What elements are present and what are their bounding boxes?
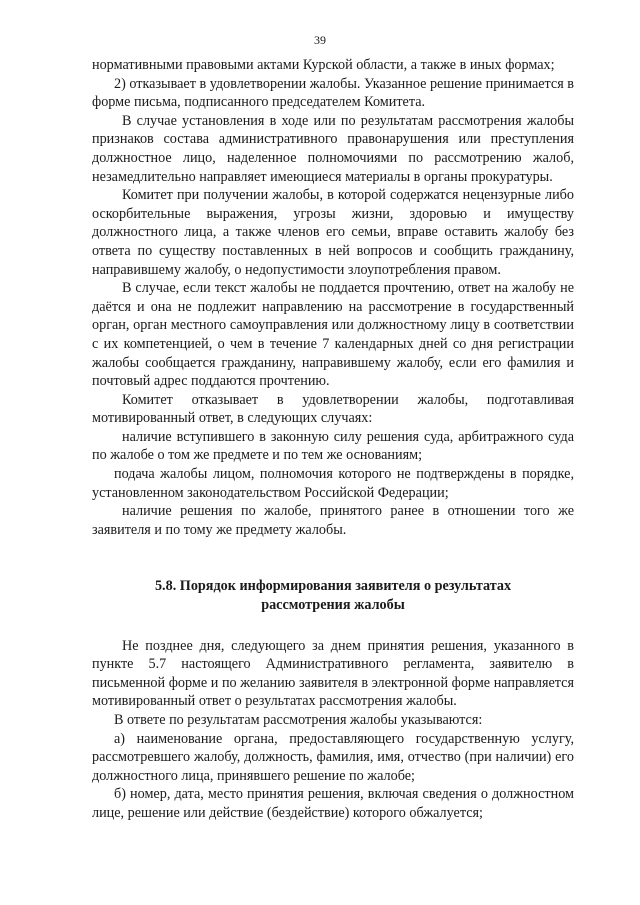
paragraph-unreadable-complaint: В случае, если текст жалобы не поддается прочтению, ответ на жалобу не даётся и она не подлежит направлению на рассмотрение в государственный орган, орган местного самоуправления или должностному лицу в соответствии с их компетенцией, о чем в течение 7 календарных дней со дня регистрации жалобы сообщается гражданину, направившему жалобу, если его фамилия и почтовый адрес поддаются прочтению. [92,280,574,390]
paragraph-decision-2: 2) отказывает в удовлетворении жалобы. Указанное решение принимается в форме письма, подписанного председателем Комитета. [92,75,574,111]
paragraph-item-b: б) номер, дата, место принятия решения, включая сведения о должностном лице, решение или действие (бездействие) которого обжалуется; [92,786,574,821]
paragraph-prosecution: В случае установления в ходе или по результатам рассмотрения жалобы признаков состава административного правонарушения или преступления должностное лицо, наделенное полномочиями по рассмотрению жалоб, незамедлительно направляет имеющиеся материалы в органы прокуратуры. [92,112,574,185]
paragraph-response-contents: В ответе по результатам рассмотрения жалобы указываются: [114,712,483,728]
page-number: 39 [314,33,326,47]
paragraph-offensive-complaint: Комитет при получении жалобы, в которой содержатся нецензурные либо оскорбительные выражения, угрозы жизни, здоровью и имуществу должностного лица, а также членов его семьи, вправе оставить жалобу без ответа по существу поставленных в ней вопросов и сообщить гражданину, направившему жалобу, о недопустимости злоупотребления правом. [92,187,574,278]
paragraph-item-a: а) наименование органа, предоставляющего государственную услугу, рассмотревшего жалобу, должность, фамилия, имя, отчество (при наличии) его должностного лица, принявшего решение по жалобе; [92,730,574,784]
document-body [92,56,574,823]
paragraph-court-decision: наличие вступившего в законную силу решения суда, арбитражного суда по жалобе о том же предмете и по тем же основаниям; [92,428,574,464]
paragraph-previous-decision: наличие решения по жалобе, принятого ранее в отношении того же заявителя и по тому же предмету жалобы. [92,503,574,538]
paragraph-response-deadline: Не позднее дня, следующего за днем принятия решения, указанного в пункте 5.7 настоящего Административного регламента, заявителю в письменной форме и по желанию заявителя в электронной форме направляется мотивированный ответ о результатах рассмотрения жалобы. [92,637,574,710]
paragraph-unconfirmed-authority: подача жалобы лицом, полномочия которого не подтверждены в порядке, установленном законодательством Российской Федерации; [92,466,574,501]
section-heading: 5.8. Порядок информирования заявителя о результатах рассмотрения жалобы [154,578,512,614]
paragraph-continuation: нормативными правовыми актами Курской области, а также в иных формах; [92,57,555,73]
paragraph-refusal-cases: Комитет отказывает в удовлетворении жалобы, подготавливая мотивированный ответ, в следующих случаях: [92,391,574,427]
